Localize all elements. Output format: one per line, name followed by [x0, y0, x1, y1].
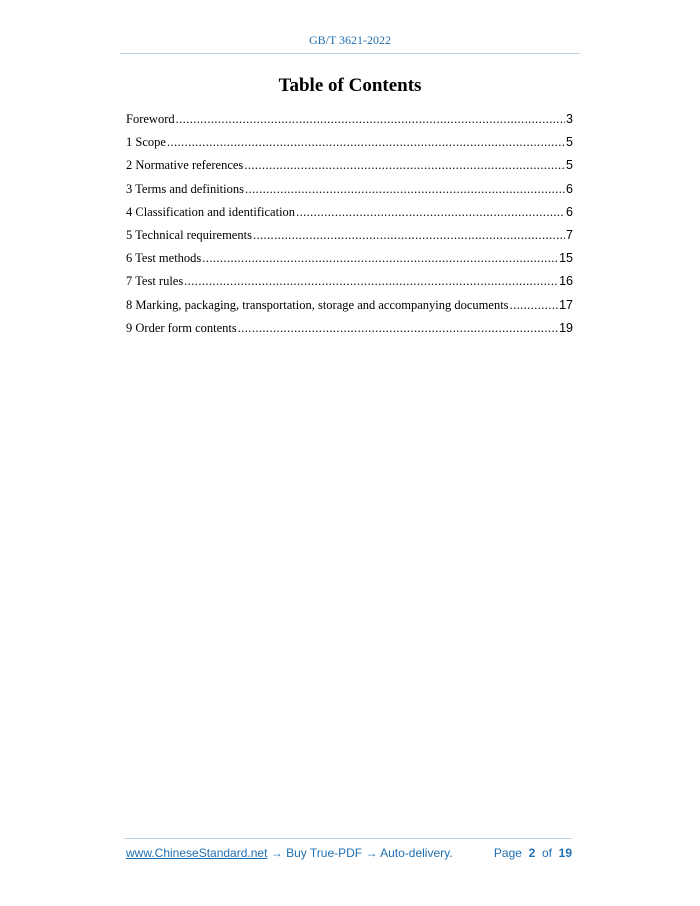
header-divider	[120, 53, 580, 54]
toc-leader-dots	[510, 294, 559, 317]
toc-entry-label: 2 Normative references	[126, 158, 244, 173]
website-link[interactable]: www.ChineseStandard.net	[126, 846, 268, 860]
toc-entry-test-rules[interactable]	[126, 270, 573, 293]
toc-entry-page: 15	[559, 251, 573, 266]
of-word: of	[541, 846, 552, 860]
page-number-indicator	[494, 846, 572, 860]
toc-leader-dots	[245, 178, 565, 201]
toc-entry-label: 7 Test rules	[126, 274, 184, 289]
footer-divider	[124, 838, 572, 839]
toc-entry-label: 3 Terms and definitions	[126, 181, 244, 196]
toc-leader-dots	[176, 108, 565, 131]
toc-entry-page: 19	[559, 320, 573, 335]
header-standard-code: GB/T 3621-2022	[308, 33, 392, 47]
toc-entry-page: 16	[559, 274, 573, 289]
toc-entry-label: 5 Technical requirements	[126, 227, 252, 242]
toc-entry-technical-requirements[interactable]	[126, 224, 573, 247]
current-page-number: 2	[528, 846, 536, 860]
toc-entry-label: 9 Order form contents	[126, 320, 237, 335]
toc-entry-label: 4 Classification and identification	[126, 204, 296, 219]
toc-entry-label: 6 Test methods	[126, 251, 202, 266]
toc-entry-terms-and-definitions[interactable]	[126, 178, 573, 201]
toc-leader-dots	[202, 247, 558, 270]
table-of-contents	[126, 108, 573, 340]
toc-entry-scope[interactable]	[126, 131, 573, 154]
toc-entry-label: Foreword	[126, 112, 175, 126]
toc-entry-test-methods[interactable]	[126, 247, 573, 270]
toc-entry-label: 1 Scope	[126, 135, 166, 150]
toc-entry-order-form-contents[interactable]	[126, 317, 573, 340]
toc-leader-dots	[184, 270, 558, 293]
toc-entry-page: 6	[566, 204, 573, 219]
toc-entry-page: 5	[566, 158, 573, 173]
toc-entry-page: 7	[566, 227, 573, 242]
toc-entry-page: 5	[566, 135, 573, 150]
toc-entry-page: 3	[566, 112, 573, 126]
page-footer	[126, 846, 572, 860]
toc-entry-marking-packaging[interactable]	[126, 294, 573, 317]
toc-leader-dots	[238, 317, 558, 340]
total-page-count: 19	[558, 846, 572, 860]
toc-entry-classification[interactable]	[126, 201, 573, 224]
toc-entry-foreword[interactable]	[126, 108, 573, 131]
toc-leader-dots	[167, 131, 565, 154]
toc-leader-dots	[253, 224, 565, 247]
toc-entry-page: 6	[566, 181, 573, 196]
toc-entry-label: 8 Marking, packaging, transportation, storage and accompanying documents	[126, 297, 509, 312]
footer-tagline: → Buy True-PDF → Auto-delivery.	[267, 846, 453, 860]
toc-leader-dots	[244, 154, 565, 177]
toc-leader-dots	[296, 201, 565, 224]
toc-title: Table of Contents	[278, 75, 422, 96]
page-word: Page	[493, 846, 522, 860]
toc-entry-page: 17	[559, 297, 573, 312]
toc-entry-normative-references[interactable]	[126, 154, 573, 177]
